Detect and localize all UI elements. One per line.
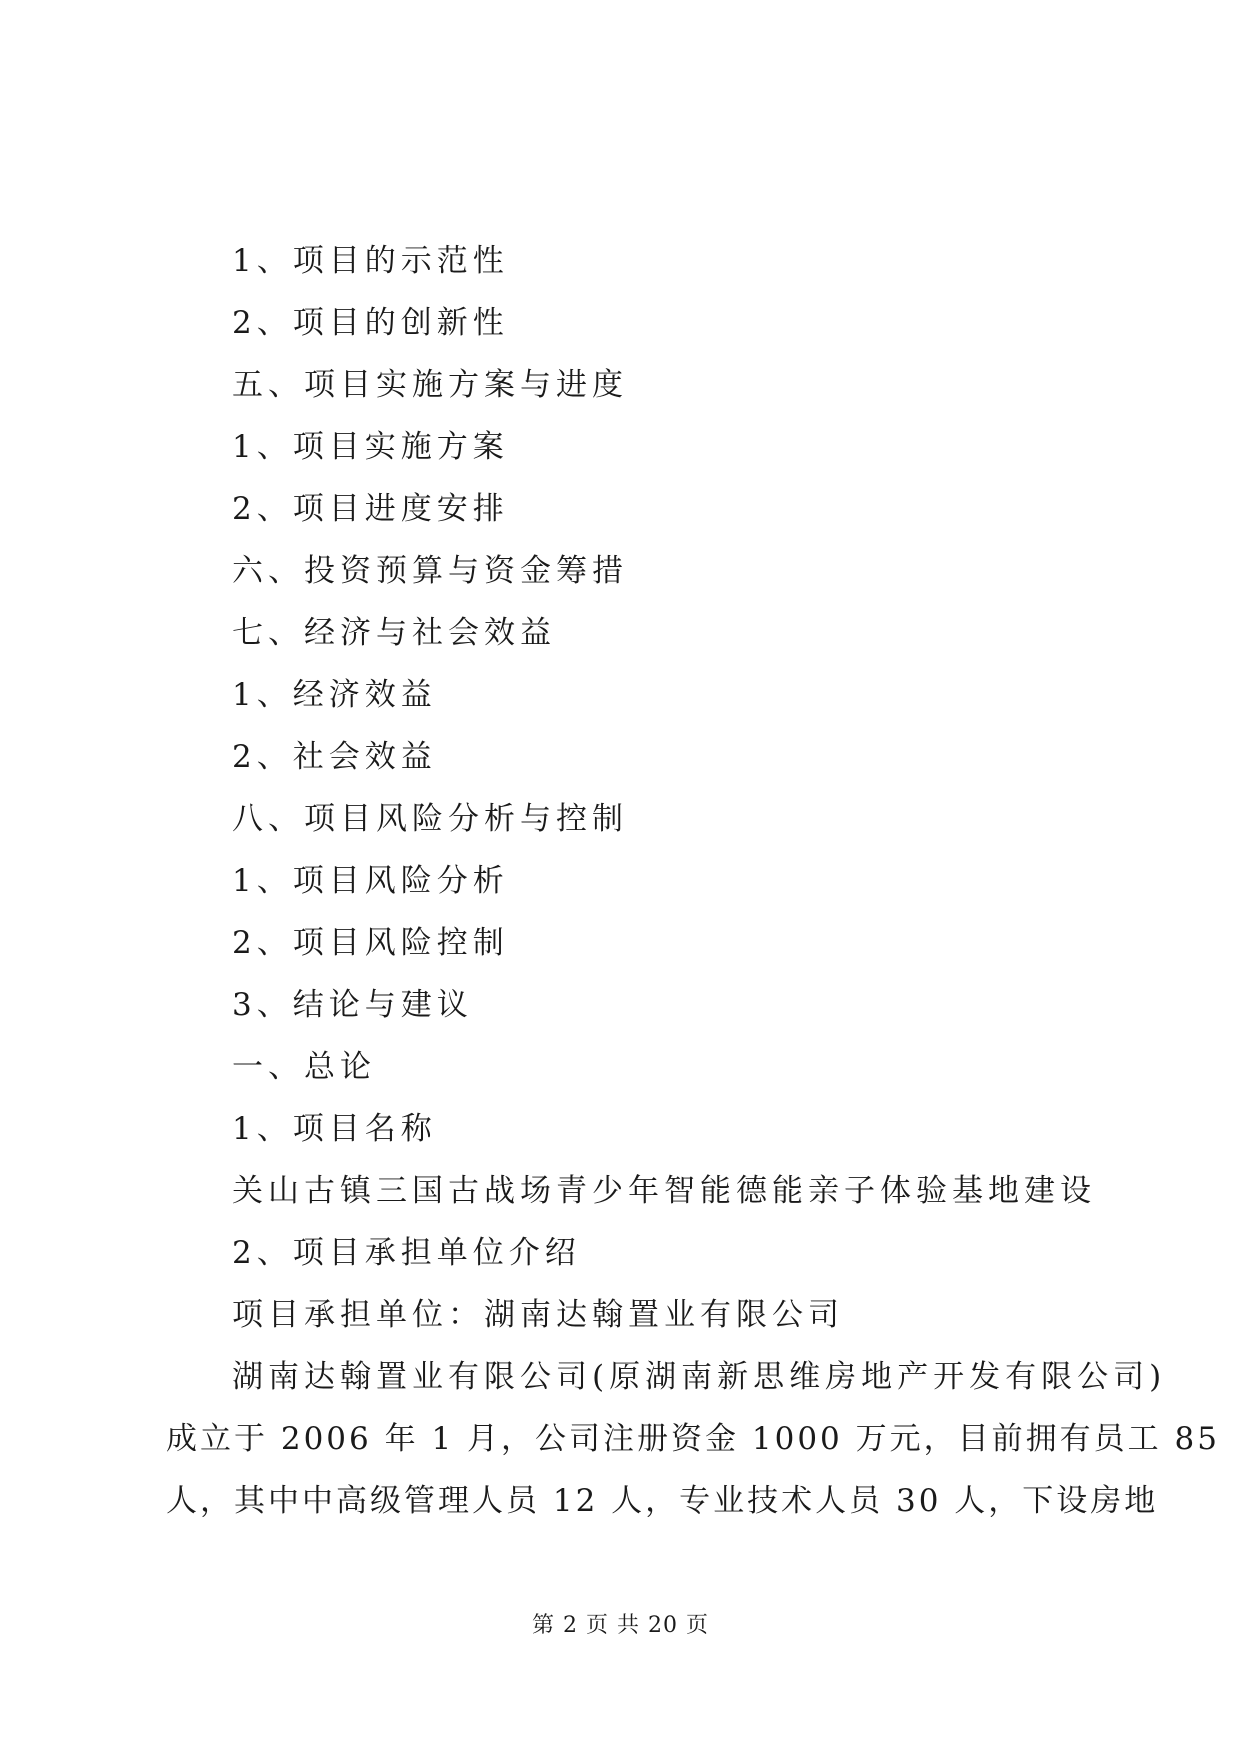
- paragraph-line: 人，其中中高级管理人员 12 人，专业技术人员 30 人，下设房地: [166, 1483, 1159, 1519]
- heading-project-name: 1、项目名称: [232, 1111, 437, 1147]
- project-name-text: 关山古镇三国古战场青少年智能德能亲子体验基地建设: [232, 1173, 1096, 1209]
- section-heading-overview: 一、总论: [232, 1049, 376, 1085]
- heading-conclusion: 3、结论与建议: [232, 987, 473, 1023]
- heading-innovation: 2、项目的创新性: [232, 305, 509, 341]
- section-heading-implementation: 五、项目实施方案与进度: [232, 367, 628, 403]
- heading-risk-analysis: 1、项目风险分析: [232, 863, 509, 899]
- document-body: [0, 230, 1241, 1532]
- section-heading-investment: 六、投资预算与资金筹措: [232, 553, 628, 589]
- heading-economic-benefits: 1、经济效益: [232, 677, 437, 713]
- heading-risk-control: 2、项目风险控制: [232, 925, 509, 961]
- heading-unit-intro: 2、项目承担单位介绍: [232, 1235, 581, 1271]
- section-heading-benefits: 七、经济与社会效益: [232, 615, 556, 651]
- page-number-footer: 第 2 页 共 20 页: [532, 1613, 709, 1638]
- heading-implementation-plan: 1、项目实施方案: [232, 429, 509, 465]
- heading-social-benefits: 2、社会效益: [232, 739, 437, 775]
- heading-demonstration: 1、项目的示范性: [232, 243, 509, 279]
- section-heading-risk: 八、项目风险分析与控制: [232, 801, 628, 837]
- undertaking-unit-text: 项目承担单位：湖南达翰置业有限公司: [232, 1297, 844, 1333]
- heading-schedule: 2、项目进度安排: [232, 491, 509, 527]
- paragraph-line: 湖南达翰置业有限公司(原湖南新思维房地产开发有限公司): [232, 1359, 1167, 1395]
- paragraph-line: 成立于 2006 年 1 月，公司注册资金 1000 万元，目前拥有员工 85: [166, 1421, 1220, 1457]
